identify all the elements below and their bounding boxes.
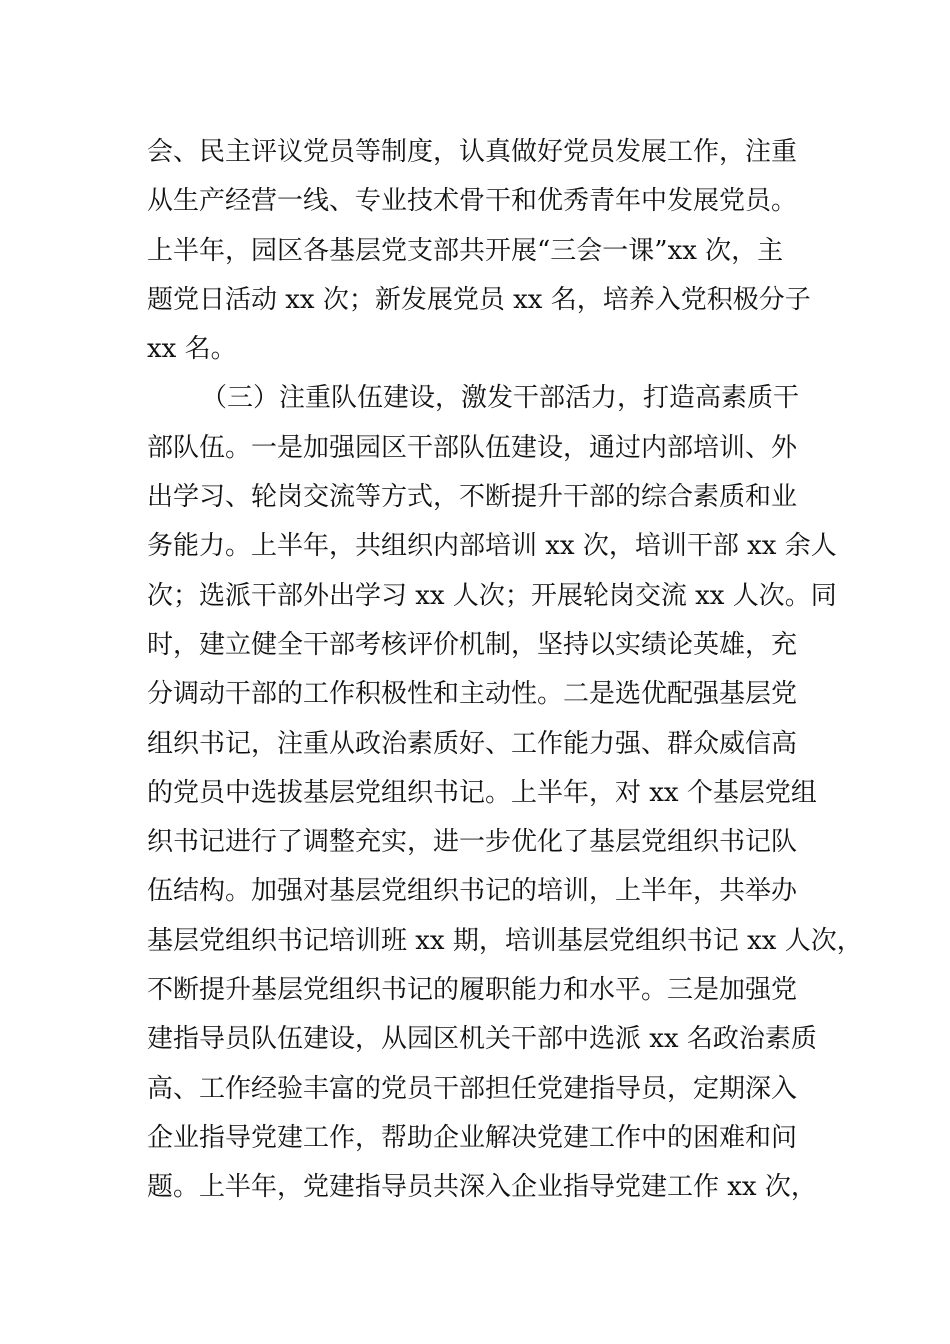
- text-line: 基层党组织书记培训班 xx 期，培训基层党组织书记 xx 人次，: [147, 925, 863, 956]
- text-line: 高、工作经验丰富的党员干部担任党建指导员，定期深入: [147, 1073, 798, 1104]
- text-line: 部队伍。一是加强园区干部队伍建设，通过内部培训、外: [147, 432, 798, 463]
- text-line: 建指导员队伍建设，从园区机关干部中选派 xx 名政治素质: [147, 1024, 817, 1055]
- text-line: 会、民主评议党员等制度，认真做好党员发展工作，注重: [147, 137, 798, 167]
- text-line: 伍结构。加强对基层党组织书记的培训，上半年，共举办: [147, 876, 798, 907]
- text-line: 上半年，园区各基层党支部共开展“三会一课”xx 次，主: [147, 235, 784, 266]
- section-heading-line: （三）注重队伍建设，激发干部活力，打造高素质干: [201, 383, 800, 414]
- text-line: 题。上半年，党建指导员共深入企业指导党建工作 xx 次，: [147, 1172, 817, 1203]
- text-line: 的党员中选拔基层党组织书记。上半年，对 xx 个基层党组: [147, 777, 817, 808]
- text-line: 分调动干部的工作积极性和主动性。二是选优配强基层党: [147, 679, 798, 710]
- text-line: 不断提升基层党组织书记的履职能力和水平。三是加强党: [147, 975, 798, 1006]
- text-line: 织书记进行了调整充实，进一步优化了基层党组织书记队: [147, 827, 798, 858]
- text-line: 务能力。上半年，共组织内部培训 xx 次，培训干部 xx 余人: [147, 531, 837, 562]
- text-line: 题党日活动 xx 次；新发展党员 xx 名，培养入党积极分子: [147, 284, 811, 315]
- text-line: 次；选派干部外出学习 xx 人次；开展轮岗交流 xx 人次。同: [147, 580, 837, 611]
- text-line: 出学习、轮岗交流等方式，不断提升干部的综合素质和业: [147, 482, 798, 513]
- text-line: 组织书记，注重从政治素质好、工作能力强、群众威信高: [147, 728, 798, 759]
- text-line: 企业指导党建工作，帮助企业解决党建工作中的困难和问: [147, 1122, 798, 1153]
- text-line: xx 名。: [147, 334, 237, 365]
- body-text: [147, 128, 863, 1213]
- text-line: 从生产经营一线、专业技术骨干和优秀青年中发展党员。: [147, 186, 798, 217]
- text-line: 时，建立健全干部考核评价机制，坚持以实绩论英雄，充: [147, 629, 798, 660]
